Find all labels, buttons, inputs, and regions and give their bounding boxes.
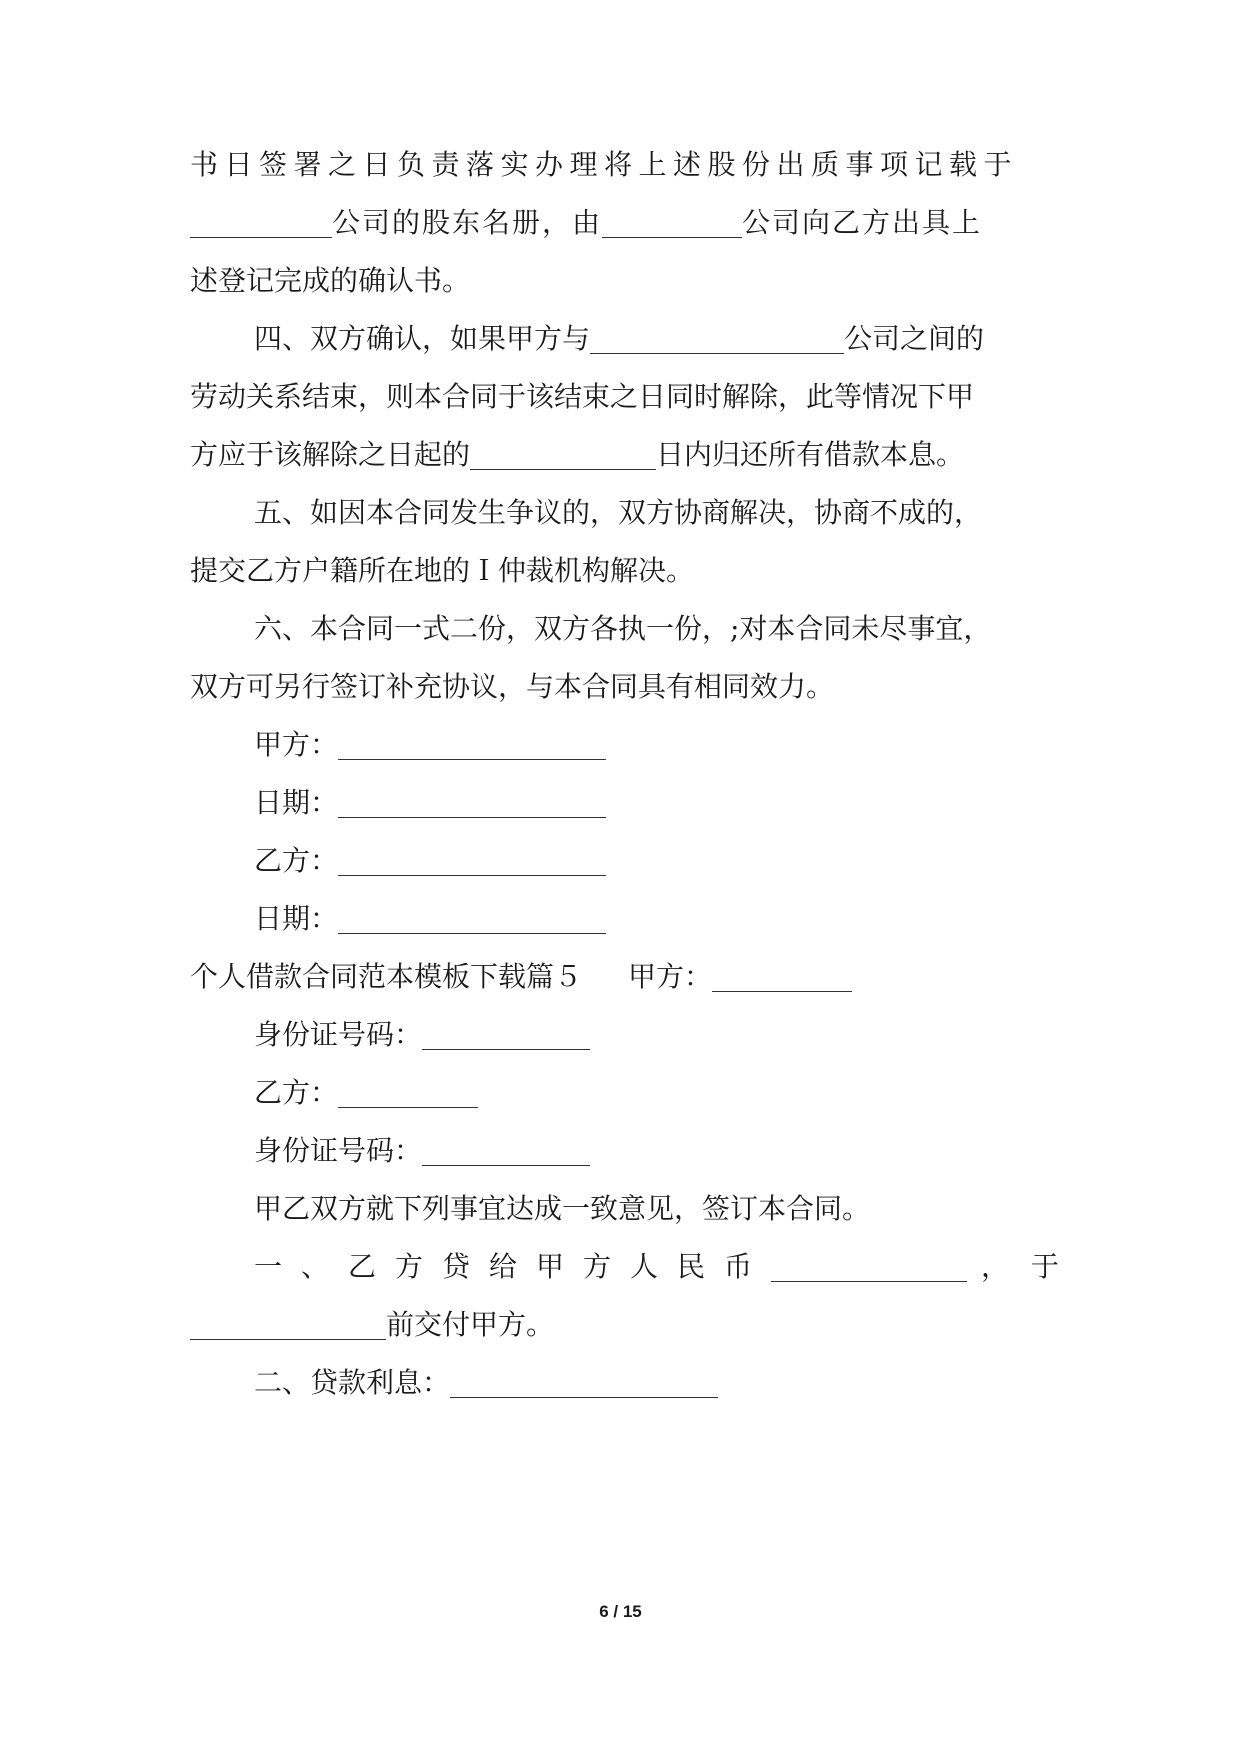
text: 公司之间的 bbox=[844, 322, 985, 355]
party-b-field[interactable] bbox=[338, 1077, 478, 1108]
label: 二、贷款利息： bbox=[254, 1366, 451, 1399]
date-field[interactable] bbox=[338, 903, 606, 934]
text: 六、本合同一式二份，双方各执一份，;对本合同未尽事宜， bbox=[254, 612, 992, 645]
paragraph-line bbox=[254, 1189, 1114, 1229]
id-number-field[interactable] bbox=[422, 1135, 590, 1166]
paragraph-line bbox=[190, 203, 1050, 243]
signature-line bbox=[254, 841, 1114, 881]
label: 日期： bbox=[254, 786, 339, 819]
label: 乙方： bbox=[254, 844, 339, 877]
text: 四、双方确认，如果甲方与 bbox=[254, 322, 591, 355]
blank-field[interactable] bbox=[470, 439, 656, 470]
form-line bbox=[254, 1131, 1114, 1171]
text: 甲乙双方就下列事宜达成一致意见，签订本合同。 bbox=[254, 1192, 871, 1225]
paragraph-line bbox=[190, 435, 1050, 475]
heading-text: 个人借款合同范本模板下载篇５ bbox=[190, 960, 583, 993]
signature-line bbox=[254, 783, 1114, 823]
paragraph-line bbox=[190, 1305, 1050, 1345]
form-line bbox=[254, 1073, 1114, 1113]
amount-field[interactable] bbox=[771, 1251, 967, 1282]
label: 甲方： bbox=[254, 728, 339, 761]
page-number: 6 / 15 bbox=[599, 1602, 642, 1621]
text: 劳动关系结束，则本合同于该结束之日同时解除，此等情况下甲 bbox=[190, 380, 975, 413]
text: ，于 bbox=[981, 1250, 1082, 1283]
text: 公司的股东名册，由 bbox=[332, 206, 603, 239]
blank-field[interactable] bbox=[602, 207, 742, 238]
party-a-field[interactable] bbox=[338, 729, 606, 760]
party-a-field[interactable] bbox=[712, 961, 852, 992]
text: 述登记完成的确认书。 bbox=[190, 264, 471, 297]
paragraph-line bbox=[254, 1363, 1114, 1403]
blank-field[interactable] bbox=[590, 323, 844, 354]
blank-field[interactable] bbox=[190, 207, 332, 238]
text: 公司向乙方出具上 bbox=[742, 206, 983, 239]
text: 一、乙方贷给甲方人民币 bbox=[254, 1250, 772, 1283]
paragraph-line bbox=[190, 261, 1050, 301]
signature-line bbox=[254, 899, 1114, 939]
paragraph-line bbox=[254, 319, 1114, 359]
form-line bbox=[254, 1015, 1114, 1055]
paragraph-line bbox=[254, 609, 1114, 649]
text: 书日签署之日负责落实办理将上述股份出质事项记载于 bbox=[190, 148, 1019, 181]
label: 身份证号码： bbox=[254, 1018, 423, 1051]
label: 身份证号码： bbox=[254, 1134, 423, 1167]
label: 日期： bbox=[254, 902, 339, 935]
id-number-field[interactable] bbox=[422, 1019, 590, 1050]
text: 提交乙方户籍所在地的Ｉ仲裁机构解决。 bbox=[190, 554, 695, 587]
paragraph-line bbox=[254, 1247, 1114, 1287]
paragraph-line bbox=[190, 377, 1050, 417]
text: 前交付甲方。 bbox=[386, 1308, 555, 1341]
label: 乙方： bbox=[254, 1076, 339, 1109]
paragraph-line bbox=[190, 551, 1050, 591]
paragraph-line bbox=[190, 667, 1050, 707]
text: 五、如因本合同发生争议的，双方协商解决，协商不成的， bbox=[254, 496, 983, 529]
paragraph-line bbox=[190, 145, 1050, 185]
date-field[interactable] bbox=[338, 787, 606, 818]
text: 双方可另行签订补充协议，与本合同具有相同效力。 bbox=[190, 670, 835, 703]
paragraph-line bbox=[254, 493, 1114, 533]
text: 日内归还所有借款本息。 bbox=[656, 438, 965, 471]
text: 方应于该解除之日起的 bbox=[190, 438, 471, 471]
signature-line bbox=[254, 725, 1114, 765]
party-b-field[interactable] bbox=[338, 845, 606, 876]
date-field[interactable] bbox=[190, 1309, 386, 1340]
label: 甲方： bbox=[628, 960, 713, 993]
interest-field[interactable] bbox=[450, 1367, 718, 1398]
section-heading bbox=[190, 957, 1050, 997]
